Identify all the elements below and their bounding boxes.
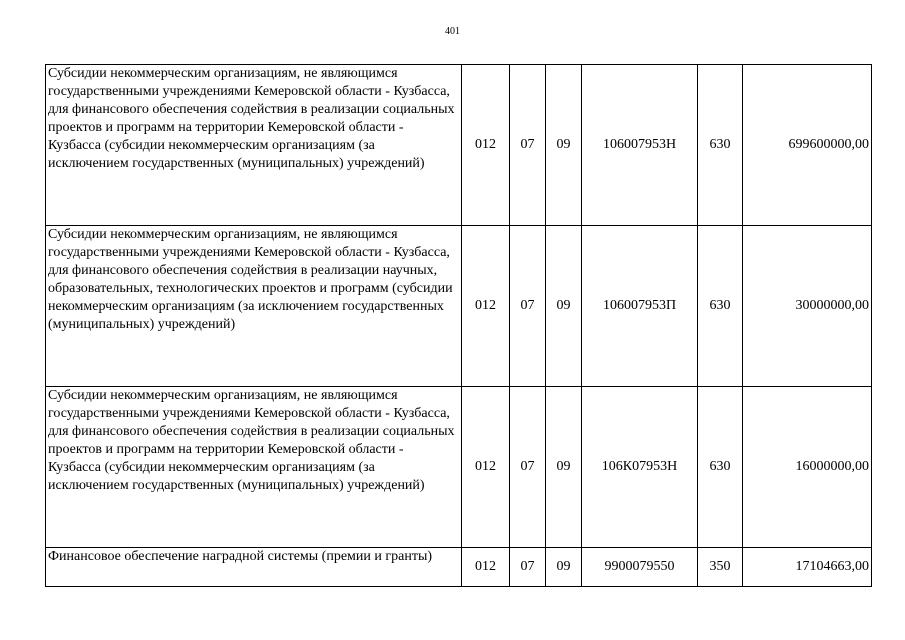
subsection-code: 09 [546, 65, 582, 226]
row-description: Субсидии некоммерческим организациям, не являющимся государственными учреждениями Кемеровской области - Кузбасса, для финансового обеспечения содействия в реализации социальных проектов и программ на территории Кемеровской области - Кузбасса (субсидии некоммерческим организациям (за исключением государственных (муниципальных) учреждений) [46, 65, 462, 226]
table-row [46, 387, 872, 548]
ministry-code: 012 [462, 226, 510, 387]
amount: 17104663,00 [743, 548, 872, 587]
section-code: 07 [510, 65, 546, 226]
section-code: 07 [510, 548, 546, 587]
budget-table [45, 64, 872, 587]
expense-type-code: 630 [698, 65, 743, 226]
amount: 699600000,00 [743, 65, 872, 226]
row-description: Финансовое обеспечение наградной системы (премии и гранты) [46, 548, 462, 587]
section-code: 07 [510, 226, 546, 387]
table-row [46, 548, 872, 587]
expense-type-code: 630 [698, 387, 743, 548]
ministry-code: 012 [462, 387, 510, 548]
target-article-code: 106007953П [582, 226, 698, 387]
table-row [46, 65, 872, 226]
target-article-code: 106К07953Н [582, 387, 698, 548]
ministry-code: 012 [462, 548, 510, 587]
section-code: 07 [510, 387, 546, 548]
amount: 16000000,00 [743, 387, 872, 548]
subsection-code: 09 [546, 226, 582, 387]
row-description: Субсидии некоммерческим организациям, не являющимся государственными учреждениями Кемеровской области - Кузбасса, для финансового обеспечения содействия в реализации социальных проектов и программ на территории Кемеровской области - Кузбасса (субсидии некоммерческим организациям (за исключением государственных (муниципальных) учреждений) [46, 387, 462, 548]
subsection-code: 09 [546, 387, 582, 548]
ministry-code: 012 [462, 65, 510, 226]
amount: 30000000,00 [743, 226, 872, 387]
target-article-code: 9900079550 [582, 548, 698, 587]
table-row [46, 226, 872, 387]
expense-type-code: 350 [698, 548, 743, 587]
target-article-code: 106007953Н [582, 65, 698, 226]
expense-type-code: 630 [698, 226, 743, 387]
subsection-code: 09 [546, 548, 582, 587]
page-number: 401 [445, 26, 460, 37]
row-description: Субсидии некоммерческим организациям, не являющимся государственными учреждениями Кемеровской области - Кузбасса, для финансового обеспечения содействия в реализации научных, образовательных, технологических проектов и программ (субсидии некоммерческим организациям (за исключением государственных (муниципальных) учреждений) [46, 226, 462, 387]
